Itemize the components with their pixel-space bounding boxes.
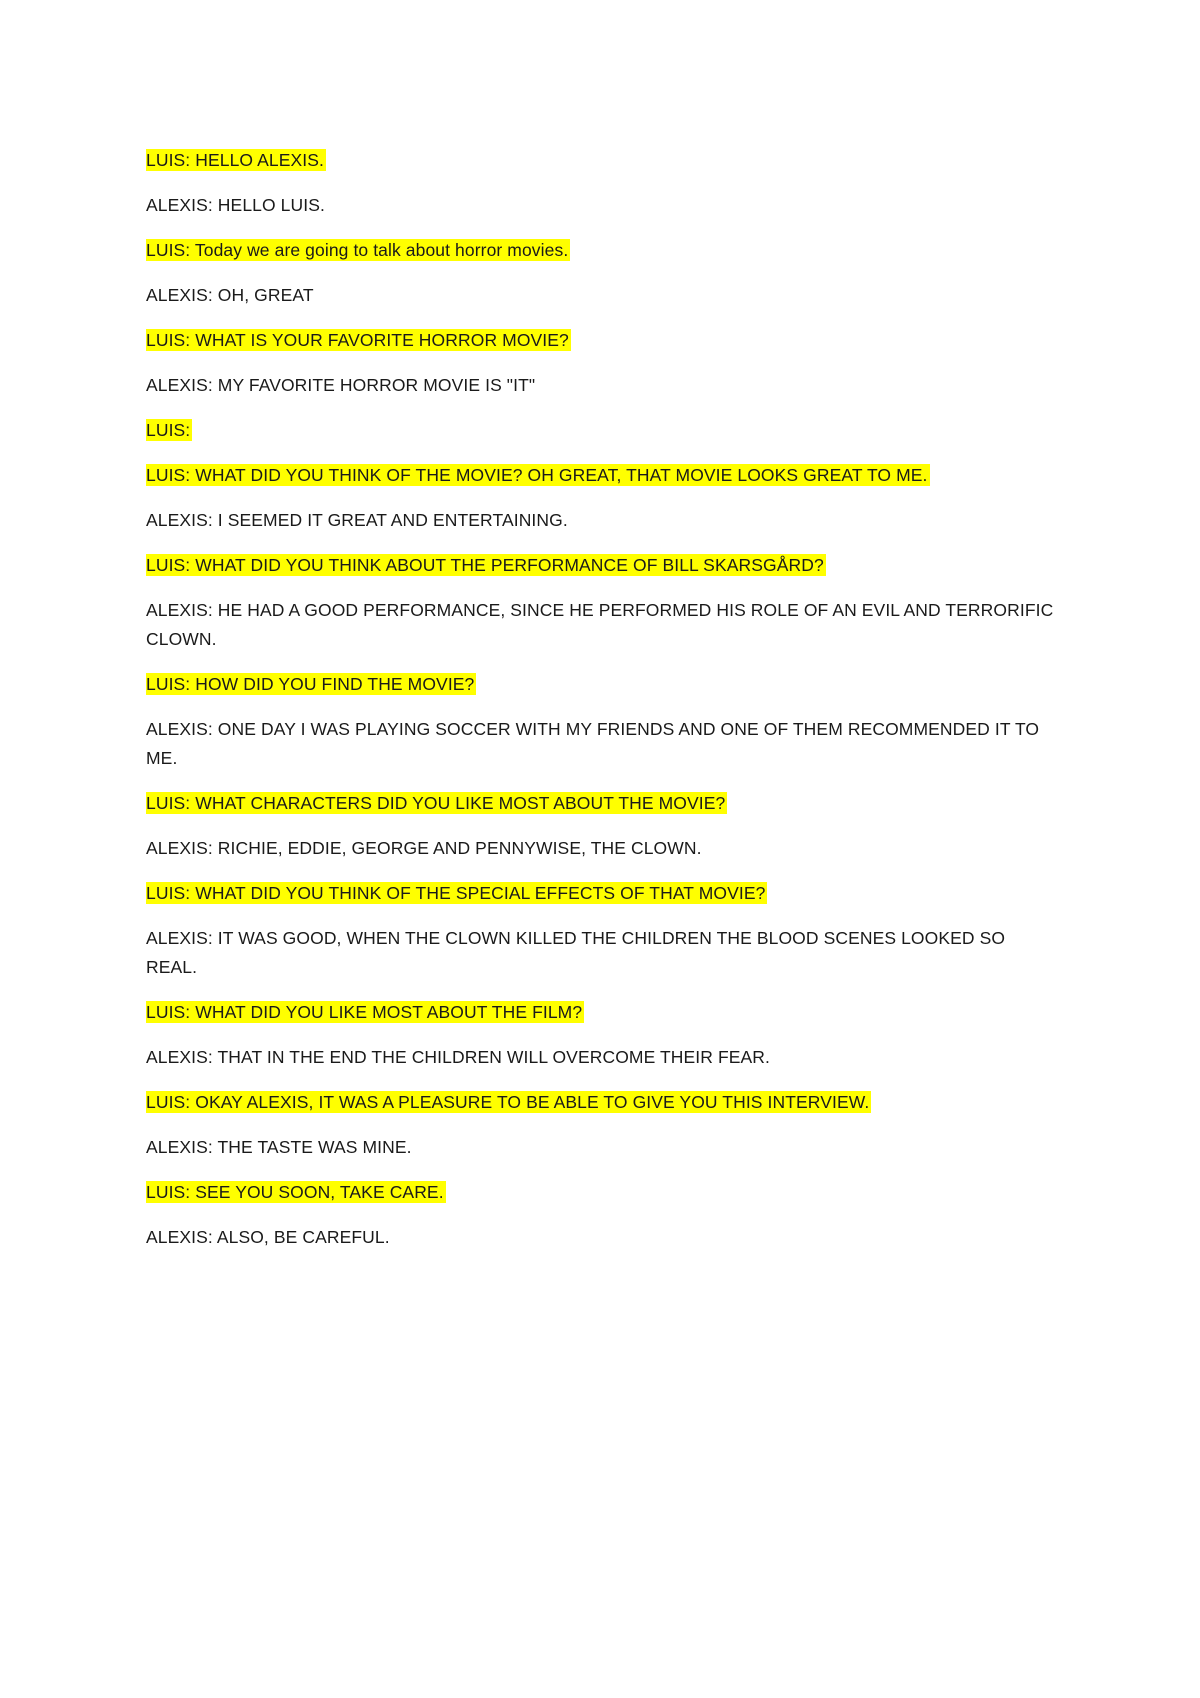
dialogue-text: ALEXIS: OH, GREAT (146, 285, 314, 305)
dialogue-line-luis (146, 236, 1056, 265)
dialogue-line-luis (146, 789, 1056, 818)
dialogue-line-alexis (146, 596, 1056, 654)
dialogue-text: ALEXIS: RICHIE, EDDIE, GEORGE AND PENNYWISE, THE CLOWN. (146, 838, 702, 858)
dialogue-line-luis (146, 416, 1056, 445)
dialogue-text: ALEXIS: ALSO, BE CAREFUL. (146, 1227, 390, 1247)
dialogue-line-alexis (146, 834, 1056, 863)
dialogue-line-alexis (146, 371, 1056, 400)
dialogue-text: ALEXIS: MY FAVORITE HORROR MOVIE IS "IT" (146, 375, 536, 395)
dialogue-line-luis (146, 879, 1056, 908)
dialogue-line-luis (146, 1178, 1056, 1207)
highlighted-text: LUIS: WHAT DID YOU THINK OF THE SPECIAL EFFECTS OF THAT MOVIE? (146, 883, 766, 903)
highlighted-text: LUIS: (146, 420, 191, 440)
dialogue-line-luis (146, 146, 1056, 175)
highlighted-text: LUIS: WHAT DID YOU THINK OF THE MOVIE? OH GREAT, THAT MOVIE LOOKS GREAT TO ME. (146, 465, 928, 485)
dialogue-line-alexis (146, 1223, 1056, 1252)
dialogue-line-luis (146, 551, 1056, 580)
dialogue-text: ALEXIS: ONE DAY I WAS PLAYING SOCCER WITH MY FRIENDS AND ONE OF THEM RECOMMENDED IT TO ME. (146, 719, 1040, 768)
dialogue-line-luis (146, 670, 1056, 699)
highlighted-text: LUIS: WHAT DID YOU LIKE MOST ABOUT THE FILM? (146, 1002, 583, 1022)
dialogue-line-alexis (146, 924, 1056, 982)
dialogue-line-luis (146, 1088, 1056, 1117)
dialogue-line-alexis (146, 191, 1056, 220)
interview-transcript (146, 146, 1056, 1268)
highlighted-text: LUIS: HOW DID YOU FIND THE MOVIE? (146, 674, 475, 694)
highlighted-text: LUIS: WHAT CHARACTERS DID YOU LIKE MOST ABOUT THE MOVIE? (146, 793, 726, 813)
highlighted-text: LUIS: HELLO ALEXIS. (146, 150, 324, 170)
dialogue-text: ALEXIS: HE HAD A GOOD PERFORMANCE, SINCE HE PERFORMED HIS ROLE OF AN EVIL AND TERRORIFIC CLOWN. (146, 600, 1054, 649)
dialogue-line-luis (146, 461, 1056, 490)
highlighted-text: LUIS: WHAT DID YOU THINK ABOUT THE PERFORMANCE OF BILL SKARSGÅRD? (146, 555, 824, 575)
dialogue-text: ALEXIS: IT WAS GOOD, WHEN THE CLOWN KILLED THE CHILDREN THE BLOOD SCENES LOOKED SO REAL. (146, 928, 1006, 977)
dialogue-text: ALEXIS: THAT IN THE END THE CHILDREN WILL OVERCOME THEIR FEAR. (146, 1047, 771, 1067)
dialogue-line-luis (146, 326, 1056, 355)
highlighted-text: LUIS: WHAT IS YOUR FAVORITE HORROR MOVIE? (146, 330, 569, 350)
dialogue-line-alexis (146, 506, 1056, 535)
dialogue-line-alexis (146, 1133, 1056, 1162)
dialogue-line-alexis (146, 1043, 1056, 1072)
dialogue-text: ALEXIS: HELLO LUIS. (146, 195, 325, 215)
dialogue-line-alexis (146, 281, 1056, 310)
highlighted-text: LUIS: OKAY ALEXIS, IT WAS A PLEASURE TO BE ABLE TO GIVE YOU THIS INTERVIEW. (146, 1092, 870, 1112)
highlighted-text: LUIS: Today we are going to talk about horror movies. (146, 240, 569, 260)
dialogue-line-alexis (146, 715, 1056, 773)
dialogue-text: ALEXIS: THE TASTE WAS MINE. (146, 1137, 412, 1157)
dialogue-text: ALEXIS: I SEEMED IT GREAT AND ENTERTAINING. (146, 510, 568, 530)
dialogue-line-luis (146, 998, 1056, 1027)
highlighted-text: LUIS: SEE YOU SOON, TAKE CARE. (146, 1182, 444, 1202)
